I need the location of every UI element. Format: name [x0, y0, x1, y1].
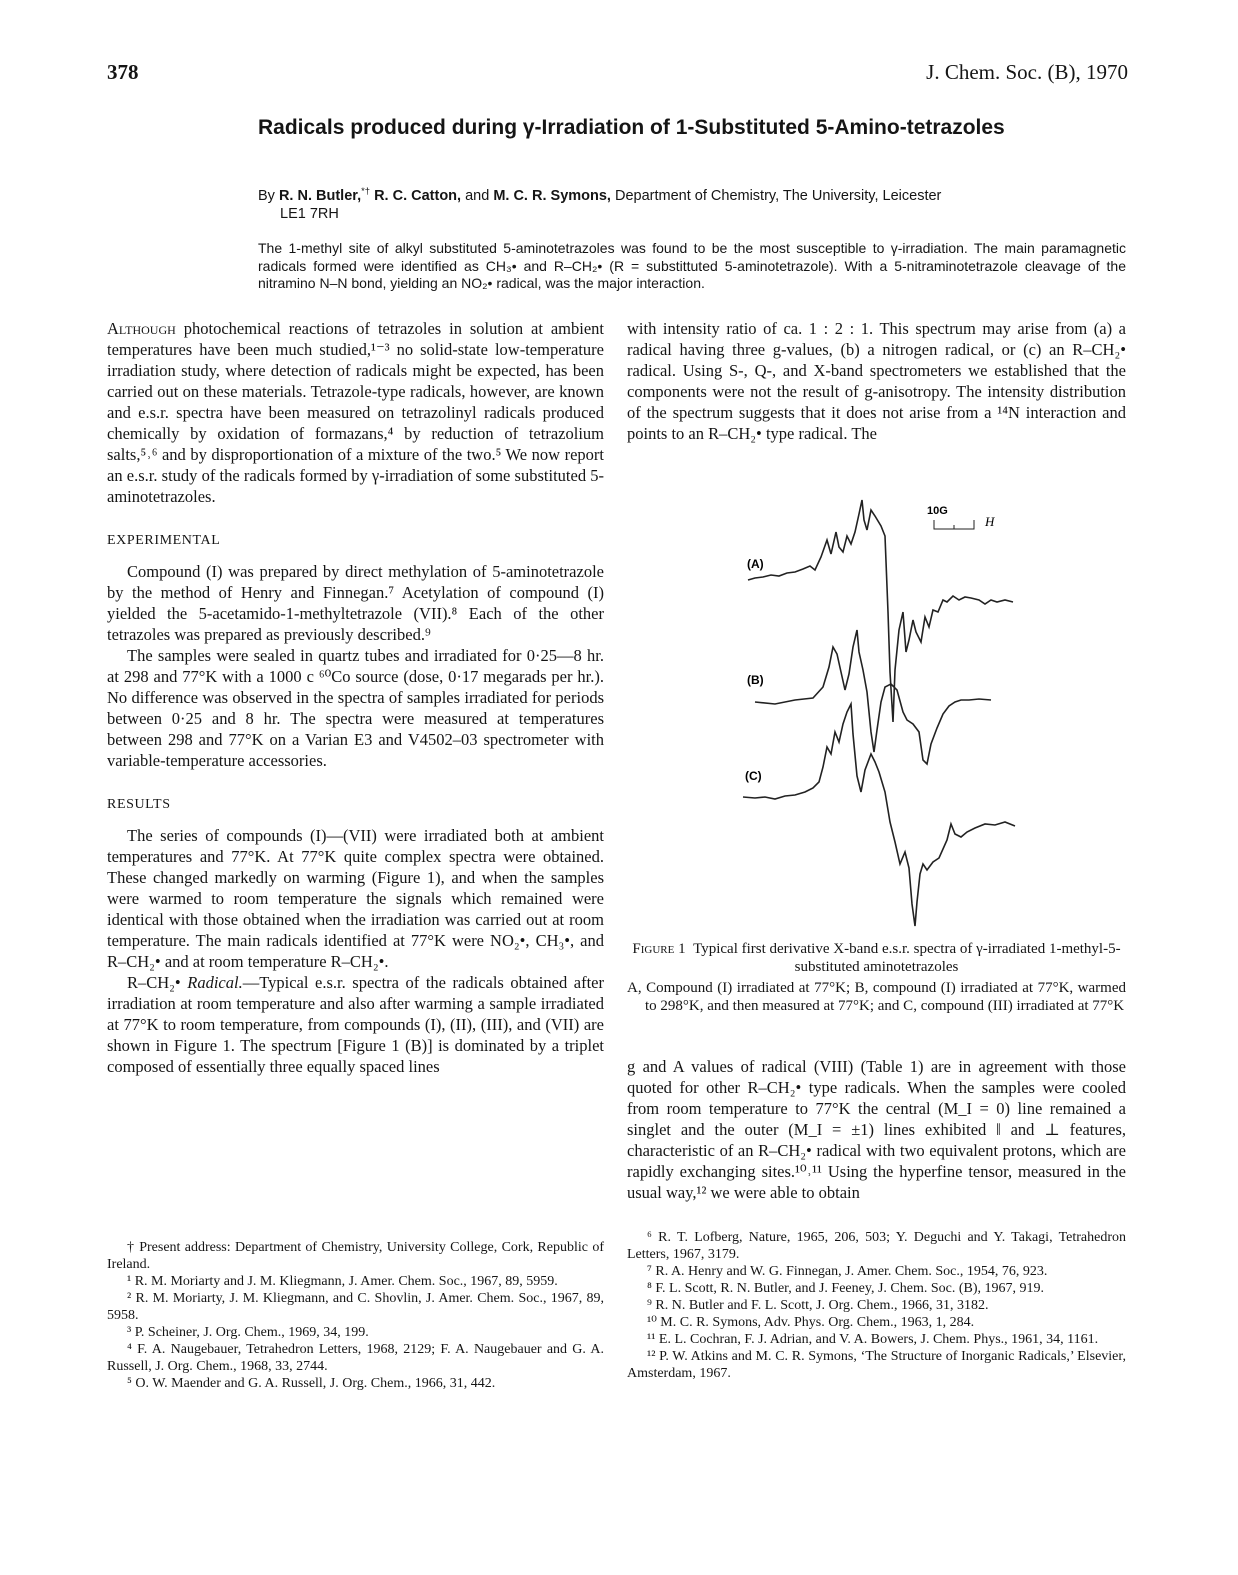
- results-paragraph-1: The series of compounds (I)—(VII) were irradiated both at ambient temperatures and 77°K. At 77°K quite complex spectra were obtained. These changed markedly on warming (Figure 1), and when the samples were warmed to room temperature the signals which remained were identical with those obtained when the irradiation was carried out at room temperature. The main radicals identified at 77°K were NO₂•, CH₃•, and R–CH₂• and at room temperature R–CH₂•.: [107, 826, 604, 971]
- author-symons: M. C. R. Symons,: [493, 188, 611, 204]
- scale-label: 10G: [927, 505, 948, 517]
- left-column: [107, 318, 604, 1077]
- byline-and: and: [461, 188, 494, 204]
- experimental-paragraph-2: The samples were sealed in quartz tubes and irradiated for 0·25—8 hr. at 298 and 77°K with a 1000 c ⁶⁰Co source (dose, 0·17 megarads per hr.). No difference was observed in the spectra of samples irradiated for periods between 0·25 and 8 hr. The spectra were measured at temperatures between 298 and 77°K on a Varian E3 and V4502–03 spectrometer with variable-temperature accessories.: [107, 646, 604, 770]
- author-mark: *†: [361, 185, 371, 197]
- author-catton: R. C. Catton,: [374, 188, 462, 204]
- spectrum-trace-c: [743, 704, 1015, 926]
- byline-prefix: By: [258, 188, 279, 204]
- intro-lead-word: Although: [107, 319, 176, 338]
- footnote: ⁸ F. L. Scott, R. N. Butler, and J. Feeney, J. Chem. Soc. (B), 1967, 919.: [647, 1281, 1044, 1296]
- footnote: ² R. M. Moriarty, J. M. Kliegmann, and C. Shovlin, J. Amer. Chem. Soc., 1967, 89, 5958.: [107, 1291, 604, 1323]
- author-butler: R. N. Butler,: [278, 188, 362, 204]
- article-title: Radicals produced during γ-Irradiation of 1-Substituted 5-Amino-tetrazoles: [258, 116, 1005, 139]
- caption-label: Figure 1: [632, 941, 686, 957]
- page-number: 378: [107, 60, 139, 84]
- footnotes-right: [627, 1229, 1126, 1382]
- experimental-paragraph-1: Compound (I) was prepared by direct methylation of 5-aminotetrazole by the method of Henry and Finnegan.⁷ Acetylation of compound (I) yielded the 5-acetamido-1-methyltetrazole (VII).⁸ Each of the other tetrazoles was prepared as previously described.⁹: [107, 562, 604, 644]
- experimental-heading: EXPERIMENTAL: [107, 533, 221, 548]
- spectrum-label-b: (B): [747, 673, 764, 687]
- spectrum-trace-a: [748, 500, 1013, 722]
- footnote: ¹⁰ M. C. R. Symons, Adv. Phys. Org. Chem., 1963, 1, 284.: [647, 1315, 975, 1330]
- footnote: ³ P. Scheiner, J. Org. Chem., 1969, 34, 199.: [127, 1325, 369, 1340]
- field-label: H: [985, 514, 995, 529]
- intro-paragraph: [107, 318, 604, 507]
- scale-bar: [927, 505, 995, 529]
- radical-subhead-italic: Radical.: [187, 973, 243, 992]
- footnotes-left: [107, 1239, 604, 1392]
- spectrum-trace-b: [755, 630, 991, 764]
- results-heading: RESULTS: [107, 797, 171, 812]
- footnote: ¹² P. W. Atkins and M. C. R. Symons, ‘The Structure of Inorganic Radicals,’ Elsevier, Amsterdam, 1967.: [627, 1349, 1126, 1381]
- journal-citation: J. Chem. Soc. (B), 1970: [926, 60, 1128, 84]
- footnote: ¹¹ E. L. Cochran, F. J. Adrian, and V. A. Bowers, J. Chem. Phys., 1961, 34, 1161.: [647, 1332, 1099, 1347]
- footnote: ¹ R. M. Moriarty and J. M. Kliegmann, J. Amer. Chem. Soc., 1967, 89, 5959.: [127, 1274, 558, 1289]
- affiliation-postcode: LE1 7RH: [280, 206, 339, 222]
- byline: [258, 187, 1126, 223]
- caption-title-line: [627, 940, 1126, 976]
- caption-description: A, Compound (I) irradiated at 77°K; B, compound (I) irradiated at 77°K, warmed to 298°K, and then measured at 77°K; and C, compound (III) irradiated at 77°K: [627, 980, 1126, 1014]
- caption-title: Typical first derivative X-band e.s.r. spectra of γ-irradiated 1-methyl-5-substituted aminotetrazoles: [693, 941, 1121, 975]
- right-paragraph-1: with intensity ratio of ca. 1 : 2 : 1. This spectrum may arise from (a) a radical having three g-values, (b) a nitrogen radical, or (c) an R–CH₂• radical. Using S-, Q-, and X-band spectrometers we established that the components were not the result of g-anisotropy. The intensity distribution of the spectrum suggests that it does not arise from a ¹⁴N interaction and points to an R–CH₂• type radical. The: [627, 319, 1126, 443]
- abstract: The 1-methyl site of alkyl substituted 5-aminotetrazoles was found to be the most susceptible to γ-irradiation. The main paramagnetic radicals formed were identified as CH₃• and R–CH₂• (R = substittuted 5-aminotetrazole). With a 5-nitraminotetrazole cleavage of the nitramino N–N bond, yielding an NO₂• radical, was the major interaction.: [258, 240, 1126, 291]
- footnote: ⁷ R. A. Henry and W. G. Finnegan, J. Amer. Chem. Soc., 1954, 76, 923.: [647, 1264, 1048, 1279]
- footnote: ⁹ R. N. Butler and F. L. Scott, J. Org. Chem., 1966, 31, 3182.: [647, 1298, 989, 1313]
- footnote: † Present address: Department of Chemistry, University College, Cork, Republic of Ireland.: [107, 1240, 604, 1272]
- intro-text: photochemical reactions of tetrazoles in solution at ambient temperatures have been much studied,¹⁻³ no solid-state low-temperature irradiation study, where detection of radicals might be expected, has been carried out on these materials. Tetrazole-type radicals, however, are known and e.s.r. spectra have been measured on tetrazolinyl radicals produced chemically by oxidation of formazans,⁴ by reduction of tetrazolium salts,⁵˒⁶ and by disproportionation of a mixture of the two.⁵ We now report an e.s.r. study of the radicals formed by γ-irradiation of some substituted 5-aminotetrazoles.: [107, 319, 604, 506]
- figure-caption: [627, 940, 1126, 1015]
- right-column-top: [627, 318, 1126, 444]
- right-paragraph-2: g and A values of radical (VIII) (Table 1) are in agreement with those quoted for other R–CH₂• type radicals. When the samples were cooled from room temperature to 77°K the central (M_I = 0) line remained a singlet and the outer (M_I = ±1) lines exhibited ‖ and ⊥ features, characteristic of an R–CH₂• radical with two equivalent protons, which are rapidly exchanging sites.¹⁰˒¹¹ Using the hyperfine tensor, measured in the usual way,¹² we were able to obtain: [627, 1057, 1126, 1202]
- footnote: ⁴ F. A. Naugebauer, Tetrahedron Letters, 1968, 2129; F. A. Naugebauer and G. A. Russell, J. Org. Chem., 1968, 33, 2744.: [107, 1342, 604, 1374]
- right-column-bottom: [627, 1056, 1126, 1203]
- results-paragraph-2-text: —Typical e.s.r. spectra of the radicals obtained after irradiation at room temperature and also after warming a sample irradiated at 77°K to room temperature, from compounds (I), (II), (III), and (VII) are shown in Figure 1. The spectrum [Figure 1 (B)] is dominated by a triplet composed of essentially three equally spaced lines: [107, 973, 604, 1076]
- radical-subhead: R–CH₂•: [127, 973, 188, 992]
- esr-spectra-figure: [735, 492, 1025, 932]
- spectrum-label-a: (A): [747, 557, 764, 571]
- footnote: ⁵ O. W. Maender and G. A. Russell, J. Org. Chem., 1966, 31, 442.: [127, 1376, 496, 1391]
- footnote: ⁶ R. T. Lofberg, Nature, 1965, 206, 503; Y. Deguchi and Y. Takagi, Tetrahedron Letters, 1967, 3179.: [627, 1230, 1126, 1262]
- spectrum-label-c: (C): [745, 769, 762, 783]
- affiliation: Department of Chemistry, The University, Leicester: [610, 188, 942, 204]
- results-paragraph-2: [107, 972, 604, 1077]
